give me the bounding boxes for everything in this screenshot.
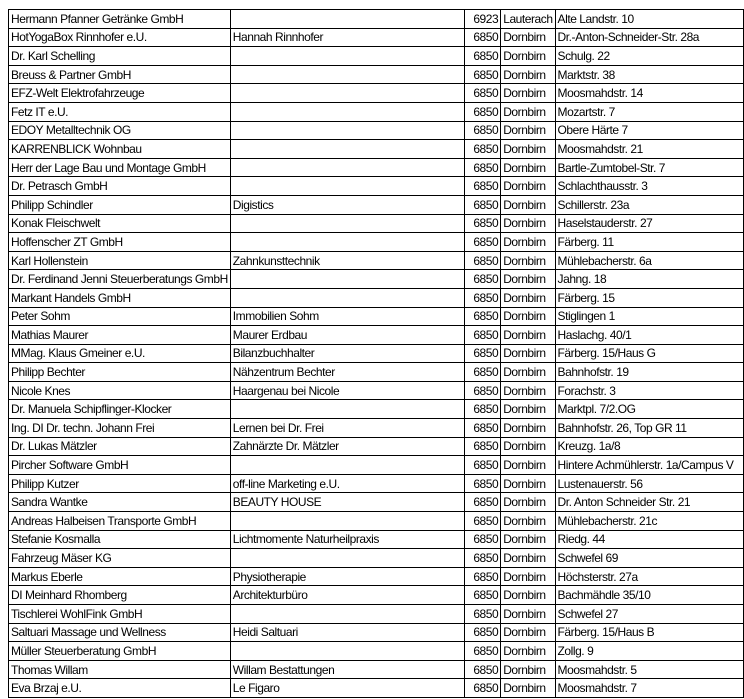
cell-extra [230,10,465,29]
table-row [9,288,744,307]
table-row [9,623,744,642]
cell-extra [230,121,465,140]
cell-city: Dornbirn [501,195,555,214]
cell-zip: 6850 [465,140,501,159]
cell-city: Dornbirn [501,363,555,382]
table-row [9,642,744,661]
cell-extra [230,102,465,121]
cell-zip: 6850 [465,65,501,84]
table-row [9,102,744,121]
cell-name: KARRENBLICK Wohnbau [9,140,231,159]
cell-city: Dornbirn [501,586,555,605]
table-row [9,214,744,233]
cell-name: Konak Fleischwelt [9,214,231,233]
cell-street: Schulg. 22 [555,47,743,66]
cell-street: Moosmahdstr. 5 [555,660,743,679]
cell-extra [230,642,465,661]
cell-name: Nicole Knes [9,381,231,400]
cell-city: Dornbirn [501,288,555,307]
cell-city: Dornbirn [501,679,555,698]
table-row [9,381,744,400]
cell-extra [230,84,465,103]
cell-zip: 6850 [465,288,501,307]
cell-zip: 6850 [465,195,501,214]
cell-extra: off-line Marketing e.U. [230,474,465,493]
cell-street: Marktpl. 7/2.OG [555,400,743,419]
cell-city: Dornbirn [501,140,555,159]
cell-city: Dornbirn [501,549,555,568]
cell-name: Peter Sohm [9,307,231,326]
table-row [9,84,744,103]
cell-name: EDOY Metalltechnik OG [9,121,231,140]
cell-zip: 6850 [465,586,501,605]
table-row [9,419,744,438]
table-row [9,456,744,475]
cell-city: Dornbirn [501,474,555,493]
cell-street: Mühlebacherstr. 21c [555,512,743,531]
cell-zip: 6850 [465,344,501,363]
cell-extra: Zahnärzte Dr. Mätzler [230,437,465,456]
cell-zip: 6850 [465,381,501,400]
cell-extra [230,512,465,531]
cell-street: Dr. Anton Schneider Str. 21 [555,493,743,512]
table-row [9,307,744,326]
cell-extra [230,400,465,419]
cell-street: Stiglingen 1 [555,307,743,326]
table-row [9,251,744,270]
cell-extra: Bilanzbuchhalter [230,344,465,363]
cell-zip: 6850 [465,530,501,549]
cell-extra: Le Figaro [230,679,465,698]
cell-street: Zollg. 9 [555,642,743,661]
cell-extra: Hannah Rinnhofer [230,28,465,47]
cell-extra: Architekturbüro [230,586,465,605]
cell-name: Hermann Pfanner Getränke GmbH [9,10,231,29]
cell-zip: 6850 [465,493,501,512]
table-row [9,326,744,345]
cell-street: Hintere Achmühlerstr. 1a/Campus V [555,456,743,475]
table-row [9,177,744,196]
cell-city: Dornbirn [501,400,555,419]
cell-name: Tischlerei WohlFink GmbH [9,605,231,624]
cell-zip: 6850 [465,660,501,679]
cell-extra: Immobilien Sohm [230,307,465,326]
cell-street: Schillerstr. 23a [555,195,743,214]
cell-name: Dr. Lukas Mätzler [9,437,231,456]
table-row [9,28,744,47]
cell-street: Moosmahdstr. 14 [555,84,743,103]
cell-street: Höchsterstr. 27a [555,567,743,586]
address-table-body [9,10,744,698]
table-row [9,567,744,586]
cell-zip: 6850 [465,177,501,196]
cell-name: Thomas Willam [9,660,231,679]
cell-name: Fetz IT e.U. [9,102,231,121]
cell-city: Dornbirn [501,102,555,121]
cell-name: Dr. Petrasch GmbH [9,177,231,196]
cell-city: Dornbirn [501,28,555,47]
cell-name: Pircher Software GmbH [9,456,231,475]
cell-name: HotYogaBox Rinnhofer e.U. [9,28,231,47]
cell-zip: 6850 [465,28,501,47]
cell-extra [230,605,465,624]
cell-zip: 6850 [465,456,501,475]
cell-street: Kreuzg. 1a/8 [555,437,743,456]
cell-name: Dr. Karl Schelling [9,47,231,66]
cell-street: Bartle-Zumtobel-Str. 7 [555,158,743,177]
cell-city: Dornbirn [501,158,555,177]
cell-extra: Digistics [230,195,465,214]
cell-street: Moosmahdstr. 7 [555,679,743,698]
table-row [9,660,744,679]
cell-city: Dornbirn [501,214,555,233]
cell-name: Herr der Lage Bau und Montage GmbH [9,158,231,177]
table-row [9,586,744,605]
cell-zip: 6850 [465,549,501,568]
table-row [9,10,744,29]
cell-zip: 6850 [465,214,501,233]
cell-name: Hoffenscher ZT GmbH [9,233,231,252]
cell-extra [230,177,465,196]
cell-street: Bahnhofstr. 26, Top GR 11 [555,419,743,438]
cell-extra [230,65,465,84]
cell-city: Dornbirn [501,456,555,475]
cell-name: Mathias Maurer [9,326,231,345]
cell-extra: Physiotherapie [230,567,465,586]
cell-city: Dornbirn [501,493,555,512]
cell-street: Alte Landstr. 10 [555,10,743,29]
cell-extra [230,270,465,289]
cell-street: Schwefel 27 [555,605,743,624]
cell-extra: Zahnkunsttechnik [230,251,465,270]
table-row [9,140,744,159]
cell-name: Dr. Manuela Schipflinger-Klocker [9,400,231,419]
cell-street: Forachstr. 3 [555,381,743,400]
cell-zip: 6923 [465,10,501,29]
table-row [9,530,744,549]
cell-name: Fahrzeug Mäser KG [9,549,231,568]
cell-city: Dornbirn [501,419,555,438]
cell-street: Marktstr. 38 [555,65,743,84]
cell-city: Dornbirn [501,530,555,549]
cell-name: MMag. Klaus Gmeiner e.U. [9,344,231,363]
cell-street: Mühlebacherstr. 6a [555,251,743,270]
cell-extra: Maurer Erdbau [230,326,465,345]
cell-zip: 6850 [465,251,501,270]
cell-name: Andreas Halbeisen Transporte GmbH [9,512,231,531]
cell-city: Dornbirn [501,381,555,400]
table-row [9,605,744,624]
cell-street: Bachmähdle 35/10 [555,586,743,605]
cell-zip: 6850 [465,679,501,698]
cell-name: DI Meinhard Rhomberg [9,586,231,605]
cell-zip: 6850 [465,363,501,382]
cell-name: Sandra Wantke [9,493,231,512]
cell-city: Dornbirn [501,233,555,252]
cell-city: Dornbirn [501,121,555,140]
cell-zip: 6850 [465,419,501,438]
table-row [9,512,744,531]
cell-city: Dornbirn [501,47,555,66]
cell-street: Bahnhofstr. 19 [555,363,743,382]
table-row [9,47,744,66]
cell-name: Philipp Bechter [9,363,231,382]
table-row [9,549,744,568]
table-row [9,437,744,456]
cell-zip: 6850 [465,84,501,103]
cell-extra: Lichtmomente Naturheilpraxis [230,530,465,549]
cell-street: Moosmahdstr. 21 [555,140,743,159]
address-table [8,9,744,698]
cell-zip: 6850 [465,102,501,121]
cell-zip: 6850 [465,567,501,586]
cell-city: Dornbirn [501,605,555,624]
cell-extra [230,233,465,252]
cell-name: EFZ-Welt Elektrofahrzeuge [9,84,231,103]
cell-city: Lauterach [501,10,555,29]
cell-zip: 6850 [465,437,501,456]
cell-name: Saltuari Massage und Wellness [9,623,231,642]
cell-extra [230,214,465,233]
cell-street: Färberg. 15/Haus G [555,344,743,363]
cell-name: Stefanie Kosmalla [9,530,231,549]
cell-city: Dornbirn [501,177,555,196]
cell-city: Dornbirn [501,251,555,270]
cell-zip: 6850 [465,642,501,661]
table-row [9,400,744,419]
table-row [9,158,744,177]
cell-extra: Heidi Saltuari [230,623,465,642]
cell-street: Färberg. 15 [555,288,743,307]
cell-zip: 6850 [465,307,501,326]
cell-city: Dornbirn [501,623,555,642]
table-row [9,195,744,214]
cell-extra: Willam Bestattungen [230,660,465,679]
cell-city: Dornbirn [501,437,555,456]
table-row [9,270,744,289]
table-row [9,363,744,382]
cell-city: Dornbirn [501,307,555,326]
cell-extra: Nähzentrum Bechter [230,363,465,382]
cell-zip: 6850 [465,605,501,624]
cell-zip: 6850 [465,512,501,531]
cell-name: Philipp Kutzer [9,474,231,493]
cell-name: Müller Steuerberatung GmbH [9,642,231,661]
cell-city: Dornbirn [501,326,555,345]
cell-name: Markant Handels GmbH [9,288,231,307]
cell-zip: 6850 [465,400,501,419]
cell-city: Dornbirn [501,660,555,679]
cell-city: Dornbirn [501,65,555,84]
cell-street: Jahng. 18 [555,270,743,289]
cell-extra [230,47,465,66]
table-row [9,233,744,252]
cell-name: Eva Brzaj e.U. [9,679,231,698]
cell-name: Breuss & Partner GmbH [9,65,231,84]
cell-street: Lustenauerstr. 56 [555,474,743,493]
cell-city: Dornbirn [501,344,555,363]
cell-zip: 6850 [465,474,501,493]
cell-extra: Haargenau bei Nicole [230,381,465,400]
cell-extra: Lernen bei Dr. Frei [230,419,465,438]
cell-street: Riedg. 44 [555,530,743,549]
cell-street: Färberg. 11 [555,233,743,252]
cell-street: Haselstauderstr. 27 [555,214,743,233]
cell-street: Mozartstr. 7 [555,102,743,121]
table-row [9,65,744,84]
cell-extra [230,549,465,568]
cell-name: Philipp Schindler [9,195,231,214]
cell-extra [230,158,465,177]
table-row [9,493,744,512]
cell-extra [230,456,465,475]
cell-street: Haslachg. 40/1 [555,326,743,345]
table-row [9,474,744,493]
cell-city: Dornbirn [501,567,555,586]
cell-name: Karl Hollenstein [9,251,231,270]
cell-street: Dr.-Anton-Schneider-Str. 28a [555,28,743,47]
table-row [9,679,744,698]
cell-zip: 6850 [465,121,501,140]
cell-city: Dornbirn [501,642,555,661]
cell-zip: 6850 [465,47,501,66]
cell-name: Dr. Ferdinand Jenni Steuerberatungs GmbH [9,270,231,289]
table-row [9,121,744,140]
cell-extra [230,288,465,307]
table-row [9,344,744,363]
cell-zip: 6850 [465,326,501,345]
cell-street: Obere Härte 7 [555,121,743,140]
cell-name: Ing. DI Dr. techn. Johann Frei [9,419,231,438]
cell-extra [230,140,465,159]
cell-street: Färberg. 15/Haus B [555,623,743,642]
cell-zip: 6850 [465,270,501,289]
cell-city: Dornbirn [501,270,555,289]
cell-zip: 6850 [465,233,501,252]
cell-city: Dornbirn [501,512,555,531]
cell-city: Dornbirn [501,84,555,103]
cell-extra: BEAUTY HOUSE [230,493,465,512]
cell-zip: 6850 [465,623,501,642]
cell-street: Schwefel 69 [555,549,743,568]
cell-zip: 6850 [465,158,501,177]
cell-name: Markus Eberle [9,567,231,586]
cell-street: Schlachthausstr. 3 [555,177,743,196]
